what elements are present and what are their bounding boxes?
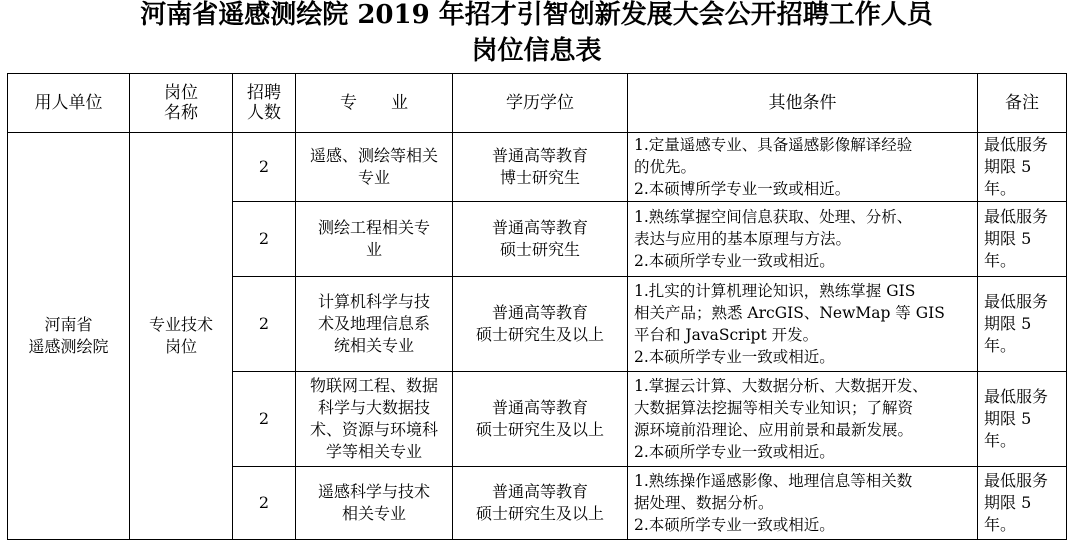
education-line: 普通高等教育 xyxy=(491,482,588,501)
note-line: 最低服务 xyxy=(984,387,1049,406)
condition-line: 源环境前沿理论、应用前景和最新发展。 xyxy=(634,421,914,439)
note-line: 期限 5 年。 xyxy=(984,409,1032,450)
note-cell xyxy=(978,133,1067,202)
employer-line: 遥感测绘院 xyxy=(28,337,109,356)
header-count-line: 人数 xyxy=(247,103,281,123)
education-cell xyxy=(453,277,628,372)
note-line: 最低服务 xyxy=(984,207,1049,226)
other-conditions-cell xyxy=(628,277,978,372)
condition-line: 1.扎实的计算机理论知识，熟练掌握 GIS xyxy=(634,282,916,300)
other-conditions-cell xyxy=(628,133,978,202)
note-line: 期限 5 年。 xyxy=(984,157,1032,198)
major-line: 计算机科学与技 xyxy=(317,292,430,311)
education-line: 普通高等教育 xyxy=(491,218,588,237)
header-education: 学历学位 xyxy=(453,74,628,133)
condition-line: 平台和 JavaScript 开发。 xyxy=(634,326,819,344)
education-cell xyxy=(453,372,628,467)
education-line: 硕士研究生及以上 xyxy=(475,325,604,344)
condition-line: 2.本硕所学专业一致或相近。 xyxy=(634,443,835,461)
count-cell: 2 xyxy=(233,133,296,202)
page-subtitle: 岗位信息表 xyxy=(471,36,602,66)
note-line: 最低服务 xyxy=(984,135,1049,154)
post-name-line: 专业技术 xyxy=(148,315,213,334)
major-cell xyxy=(296,133,453,202)
education-cell xyxy=(453,133,628,202)
header-post-line: 名称 xyxy=(164,103,198,123)
header-post-line: 岗位 xyxy=(164,83,198,103)
major-line: 统相关专业 xyxy=(333,336,414,355)
post-name-line: 岗位 xyxy=(164,337,197,356)
major-line: 测绘工程相关专 xyxy=(317,218,430,237)
note-line: 期限 5 年。 xyxy=(984,314,1032,355)
other-conditions-cell xyxy=(628,202,978,277)
major-line: 科学与大数据技 xyxy=(317,398,430,417)
recruitment-table xyxy=(7,73,1067,540)
count-cell: 2 xyxy=(233,372,296,467)
condition-line: 大数据算法挖掘等相关专业知识；了解资 xyxy=(634,399,914,417)
major-line: 物联网工程、数据 xyxy=(309,376,438,395)
condition-line: 的优先。 xyxy=(634,158,697,176)
major-cell xyxy=(296,277,453,372)
header-other: 其他条件 xyxy=(628,74,978,133)
condition-line: 1.定量遥感专业、具备遥感影像解译经验 xyxy=(634,136,913,154)
count-cell: 2 xyxy=(233,277,296,372)
major-line: 遥感科学与技术 xyxy=(317,482,430,501)
major-cell xyxy=(296,372,453,467)
other-conditions-cell xyxy=(628,372,978,467)
condition-line: 2.本硕所学专业一致或相近。 xyxy=(634,348,835,366)
header-count-line: 招聘 xyxy=(247,83,281,103)
note-line: 期限 5 年。 xyxy=(984,493,1032,534)
note-cell xyxy=(978,277,1067,372)
table-row xyxy=(8,133,1067,202)
page-title: 河南省遥感测绘院 2019 年招才引智创新发展大会公开招聘工作人员 xyxy=(140,0,933,30)
condition-line: 据处理、数据分析。 xyxy=(634,494,774,512)
note-cell xyxy=(978,202,1067,277)
education-line: 普通高等教育 xyxy=(491,398,588,417)
education-line: 硕士研究生及以上 xyxy=(475,420,604,439)
major-cell xyxy=(296,202,453,277)
note-line: 期限 5 年。 xyxy=(984,229,1032,270)
note-line: 最低服务 xyxy=(984,471,1049,490)
major-line: 相关专业 xyxy=(341,504,406,523)
post-name-cell xyxy=(130,133,233,540)
condition-line: 表达与应用的基本原理与方法。 xyxy=(634,230,852,248)
condition-line: 1.熟练操作遥感影像、地理信息等相关数 xyxy=(634,472,913,490)
header-note: 备注 xyxy=(978,74,1067,133)
condition-line: 2.本硕博所学专业一致或相近。 xyxy=(634,180,851,198)
condition-line: 1.熟练掌握空间信息获取、处理、分析、 xyxy=(634,208,913,226)
condition-line: 1.掌握云计算、大数据分析、大数据开发、 xyxy=(634,377,928,395)
major-line: 术、资源与环境科 xyxy=(309,420,438,439)
header-post xyxy=(130,74,233,133)
table-header-row xyxy=(8,74,1067,133)
header-unit: 用人单位 xyxy=(8,74,130,133)
condition-line: 相关产品；熟悉 ArcGIS、NewMap 等 GIS xyxy=(634,304,945,322)
major-line: 学等相关专业 xyxy=(325,442,422,461)
education-line: 硕士研究生 xyxy=(499,240,580,259)
major-line: 遥感、测绘等相关 xyxy=(309,146,438,165)
note-cell xyxy=(978,467,1067,540)
other-conditions-cell xyxy=(628,467,978,540)
major-cell xyxy=(296,467,453,540)
count-cell: 2 xyxy=(233,467,296,540)
header-count xyxy=(233,74,296,133)
header-major: 专 业 xyxy=(296,74,453,133)
education-cell xyxy=(453,467,628,540)
condition-line: 2.本硕所学专业一致或相近。 xyxy=(634,516,835,534)
employer-cell xyxy=(8,133,130,540)
education-cell xyxy=(453,202,628,277)
major-line: 专业 xyxy=(357,168,390,187)
employer-line: 河南省 xyxy=(44,315,93,334)
education-line: 普通高等教育 xyxy=(491,303,588,322)
education-line: 普通高等教育 xyxy=(491,146,588,165)
condition-line: 2.本硕所学专业一致或相近。 xyxy=(634,252,835,270)
education-line: 硕士研究生及以上 xyxy=(475,504,604,523)
major-line: 术及地理信息系 xyxy=(317,314,430,333)
count-cell: 2 xyxy=(233,202,296,277)
major-line: 业 xyxy=(365,240,382,259)
note-line: 最低服务 xyxy=(984,292,1049,311)
note-cell xyxy=(978,372,1067,467)
education-line: 博士研究生 xyxy=(499,168,580,187)
